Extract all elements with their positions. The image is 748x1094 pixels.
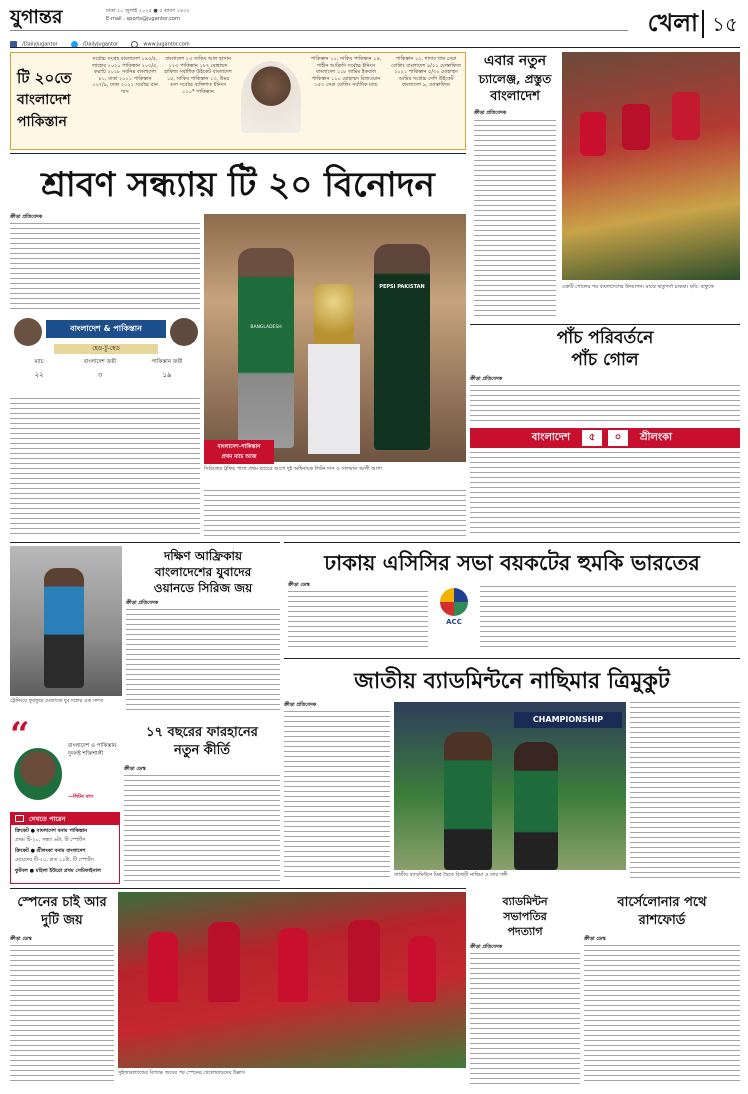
acc-logo-mark	[440, 588, 468, 616]
t20-box-col-1: সর্বোচ্চ সংগ্রহ বাংলাদেশ ১৯৩/৫, লাহোর ২০২০ পাকিস্তান ২০৩/৫, করাচি ২০১৮ সর্বনিম্ন বাংলাদেশ ৮১, ঢাকা ২০২১ পাকিস্তান ১২৭/৯, ঢাকা ২০২১ সর্বোচ্চ রান দাস	[92, 56, 158, 95]
acc-top-rule	[284, 542, 740, 543]
badminton-story	[284, 658, 740, 884]
youth-headline-2: বাংলাদেশের যুবাদের	[154, 565, 252, 579]
h2h-title-right: পাকিস্তান	[113, 324, 142, 333]
president-body	[470, 953, 580, 1085]
barcelona-byline: ক্রীড়া ডেস্ক	[584, 936, 606, 942]
jersey-text-pakistan: PEPSI PAKISTAN	[379, 284, 425, 290]
challenge-headline-2: চ্যালেঞ্জ, প্রস্তুত	[478, 72, 552, 86]
spain-headline-1: স্পেনের চাই আর	[17, 895, 107, 910]
masthead-rule	[10, 30, 628, 31]
h2h-header-2: পাকিস্তান জয়ী	[151, 359, 183, 365]
badminton-byline: ক্রীড়া প্রতিবেদক	[284, 702, 317, 708]
masthead	[0, 0, 748, 50]
barcelona-headline-2: রাশফোর্ড	[638, 913, 686, 928]
badminton-body-2	[630, 702, 740, 882]
score-right-goals: ০	[608, 430, 628, 446]
t20-box-title-2: বাংলাদেশ	[17, 92, 71, 108]
acc-byline: ক্রীড়া ডেস্ক	[288, 582, 310, 588]
five-changes-body-2	[470, 452, 740, 536]
h2h-title-left: বাংলাদেশ	[70, 324, 101, 333]
dateline: ঢাকা ২০ জুলাই ২০২৫ ● ৫ শ্রাবণ ১৪৩২	[106, 8, 190, 14]
five-changes-byline: ক্রীড়া প্রতিবেদক	[470, 376, 503, 382]
main-body-bottom	[10, 398, 200, 538]
youth-headline-1: দক্ষিণ আফ্রিকায়	[163, 549, 243, 563]
main-headline: শ্রাবণ সন্ধ্যায় টি ২০ বিনোদন	[41, 165, 435, 205]
barcelona-body	[584, 945, 740, 1085]
spain-celebration-photo	[118, 892, 466, 1068]
email[interactable]: E-mail : sports@jugantor.com	[106, 16, 180, 22]
acc-story	[284, 542, 740, 654]
facebook-link[interactable]: /DailyJugantor	[22, 41, 58, 48]
tv-line-3: ক্রিকেট ● শ্রীলংকা বনাম বাংলাদেশ	[15, 848, 86, 854]
player-portrait	[241, 61, 301, 133]
spain-player-3	[278, 928, 308, 1002]
player-jersey-9	[622, 104, 650, 150]
football-celebration-photo	[562, 52, 740, 280]
youth-player	[44, 568, 84, 688]
president-headline-2: সভাপতির	[503, 910, 547, 923]
barcelona-story	[584, 888, 740, 1088]
badminton-banner-text: CHAMPIONSHIP	[532, 715, 604, 724]
section-divider	[702, 10, 704, 38]
challenge-story	[470, 52, 740, 322]
h2h-header-0: ম্যাচ	[34, 359, 44, 365]
tv-line-4: মেয়েদের টি-২০, রাত ১১টা, টি স্পোর্টস	[15, 857, 94, 863]
spain-player-2	[208, 922, 240, 1002]
h2h-header-1: বাংলাদেশ জয়ী	[83, 359, 117, 365]
bangladesh-captain	[238, 248, 294, 448]
h2h-title-amp: &	[103, 324, 111, 333]
spain-body	[10, 945, 114, 1085]
five-changes-top-rule	[470, 324, 740, 325]
tv-line-2: প্রথম টি-২০, সন্ধ্যা ৬টা, টি স্পোর্টস	[15, 837, 86, 843]
h2h-avatar-right	[170, 318, 198, 346]
badminton-photo	[394, 702, 626, 870]
tv-box-title: দেখতে পারেন	[29, 815, 66, 823]
challenge-headline-3: বাংলাদেশ	[490, 89, 540, 104]
h2h-value-2: ১৯	[162, 371, 172, 379]
badminton-photo-caption: জাতীয় ব্যাডমিন্টনে মিশ্র দ্বৈতে বিজয়ী নাছিমা ও তার সঙ্গী	[394, 872, 508, 878]
captains-photo-caption: সিরিজের ট্রফির পাশে প্রথম ম্যাচের আগে দুই অধিনায়ক লিটন দাস ও সালমান আলী আগা	[204, 466, 382, 472]
president-byline: ক্রীড়া প্রতিবেদক	[470, 944, 503, 950]
t20-box-col-2: বাংলাদেশ ২৩ সাকিব আল হাসান ১২৩ পাকিস্তান ১৮৭ মোহাম্মদ হাফিজ সর্বাধিক উইকেট বাংলাদেশ ১৫, সাকিব পাকিস্তান ১৩, উমর গুল সর্বোচ্চ ব্যক্তিগত ইনিংস ১১০* পাকিস্তান	[164, 56, 232, 95]
five-changes-body-1	[470, 385, 740, 425]
first-match-tag-line1: বাংলাদেশ-পাকিস্তান	[217, 444, 261, 450]
tv-line-1: ক্রিকেট ● বাংলাদেশ বনাম পাকিস্তান	[15, 828, 88, 834]
social-links	[10, 34, 310, 48]
president-headline-1: ব্যাডমিন্টন	[502, 895, 548, 908]
youth-byline: ক্রীড়া প্রতিবেদক	[126, 600, 159, 606]
badminton-player-right	[514, 742, 558, 870]
main-body-under-photo	[204, 490, 466, 538]
t20-box-title-3: পাকিস্তান	[17, 114, 67, 130]
youth-headline-3: ওয়ানডে সিরিজ জয়	[153, 581, 253, 595]
main-byline: ক্রীড়া প্রতিবেদক	[10, 214, 43, 220]
h2h-value-1: ৩	[97, 371, 103, 379]
badminton-player-left	[444, 732, 492, 870]
main-body-top	[10, 223, 200, 309]
spain-photo-caption: সুইজারল্যান্ডের বিপক্ষে জয়ের পর স্পেনের খেলোয়াড়দের উল্লাস	[118, 1070, 246, 1076]
first-match-tag-line2: প্রথম ম্যাচ আজ	[221, 454, 257, 460]
spain-player-5	[408, 936, 436, 1002]
h2h-box	[14, 314, 198, 392]
barcelona-headline-1: বার্সেলোনার পথে	[617, 895, 707, 910]
quote-attribution: —লিটন দাস	[68, 794, 93, 800]
badminton-headline: জাতীয় ব্যাডমিন্টনে নাছিমার ত্রিমুকুট	[354, 668, 670, 694]
first-match-tag	[204, 440, 274, 464]
spain-top-rule	[10, 888, 466, 889]
challenge-body	[474, 120, 556, 320]
tv-box-header	[11, 813, 119, 825]
main-headline-rule	[10, 153, 466, 154]
acc-headline: ঢাকায় এসিসির সভা বয়কটের হুমকি ভারতের	[324, 550, 700, 575]
acc-body-2	[480, 586, 736, 651]
five-changes-story	[470, 324, 740, 538]
president-headline-3: পদত্যাগ	[507, 925, 543, 938]
badminton-president-story	[470, 888, 580, 1088]
youth-top-rule	[10, 542, 280, 543]
twitter-link[interactable]: /DailyJugantor	[82, 41, 119, 48]
page-number: ১৫	[712, 12, 738, 36]
player-jersey-18	[580, 112, 606, 156]
score-left-goals: ৫	[582, 430, 602, 446]
quote-portrait	[14, 748, 62, 800]
spain-byline: ক্রীড়া ডেস্ক	[10, 936, 32, 942]
h2h-subtitle: হেড-টু-হেড	[54, 344, 158, 354]
youth-training-photo	[10, 546, 122, 696]
t20-box-col-3: পাকিস্তান ১০, সাকিব পাকিস্তান ১৫, শাহীন আফ্রিদি সর্বোচ্চ ইনিংস বাংলাদেশ ১১৮ তামিম ইকবাল পাকিস্তান ১১০ মোহাম্মদ রিজওয়ান ১৫৩ সেরা বোলিং সর্বাধিক ম্যাচ	[310, 56, 382, 88]
spain-story	[10, 888, 466, 1088]
t20-box-title-1: টি ২০তে	[17, 69, 72, 87]
youth-series-story	[10, 542, 280, 716]
acc-logo	[434, 588, 474, 628]
spain-player-4	[348, 920, 380, 1002]
youth-photo-caption: ট্রেনিংয়ে ফুরফুরে মেজাজে যুব দলের এক সদস্য	[10, 698, 104, 704]
quote-mark-icon: “	[10, 715, 30, 755]
farhan-body	[124, 775, 280, 881]
farhan-headline-1: ১৭ বছরের ফারহানের	[146, 725, 258, 740]
section-title: খেলা	[647, 8, 698, 37]
tv-icon	[15, 815, 24, 822]
challenge-photo-caption: একটি গোলের পর বাংলাদেশের উদযাপন। মাঝে ঋতুপর্ণা চাকমা। ছবি: বাফুফে	[562, 284, 714, 290]
farhan-byline: ক্রীড়া ডেস্ক	[124, 766, 146, 772]
captains-trophy-photo	[204, 214, 466, 462]
score-right-team: শ্রীলংকা	[640, 432, 673, 443]
t20-box-col-4: পাকিস্তান ১২, শাদাব খান সেরা বোলিং বাংলাদেশ ৪/২১ মোস্তাফিজ ২০২১ পাকিস্তান ৫/৩০ মোহাম্মদ আমির সর্বোচ্চ দেশি উইকেট বাংলাদেশ ৯, মোস্তাফিজ	[391, 56, 461, 88]
score-left-team: বাংলাদেশ	[531, 432, 570, 443]
website-link[interactable]: www.jugantor.com	[143, 41, 190, 48]
farhan-story	[124, 718, 280, 884]
quote-box	[10, 715, 120, 808]
farhan-headline-2: নতুন কীর্তি	[173, 743, 231, 758]
masthead-bottom-rule	[10, 47, 740, 48]
jersey-text-bangladesh: BANGLADESH	[250, 325, 282, 330]
player-jersey-3	[672, 92, 700, 140]
badminton-body-1	[284, 711, 390, 881]
newspaper-logo: যুগান্তর	[10, 6, 63, 28]
h2h-title	[46, 320, 166, 338]
acc-logo-text: ACC	[446, 618, 462, 626]
youth-body	[126, 609, 280, 713]
series-trophy	[314, 284, 354, 344]
challenge-byline: ক্রীড়া প্রতিবেদক	[474, 110, 507, 116]
trophy-pedestal	[308, 344, 360, 454]
badminton-top-rule	[284, 658, 740, 659]
tv-line-5: ফুটবল ● মহিলা ইউরো প্রথম সেমিফাইনাল	[15, 868, 101, 874]
score-strip	[470, 428, 740, 448]
badminton-banner	[514, 712, 622, 728]
five-changes-headline-1: পাঁচ পরিবর্তনে	[556, 328, 654, 348]
h2h-avatar-left	[14, 318, 42, 346]
quote-text: বাংলাদেশ ও পাকিস্তান দুদলই শক্তিশালী	[68, 743, 117, 757]
tv-box	[10, 812, 120, 884]
t20-stats-box	[10, 52, 466, 150]
five-changes-headline-2: পাঁচ গোল	[571, 350, 639, 370]
spain-player-1	[148, 932, 178, 1002]
spain-headline-2: দুটি জয়	[41, 913, 83, 928]
acc-body-1	[288, 591, 428, 651]
h2h-value-0: ২২	[34, 371, 44, 379]
pakistan-captain	[374, 244, 430, 450]
challenge-headline-1: এবার নতুন	[483, 53, 547, 69]
